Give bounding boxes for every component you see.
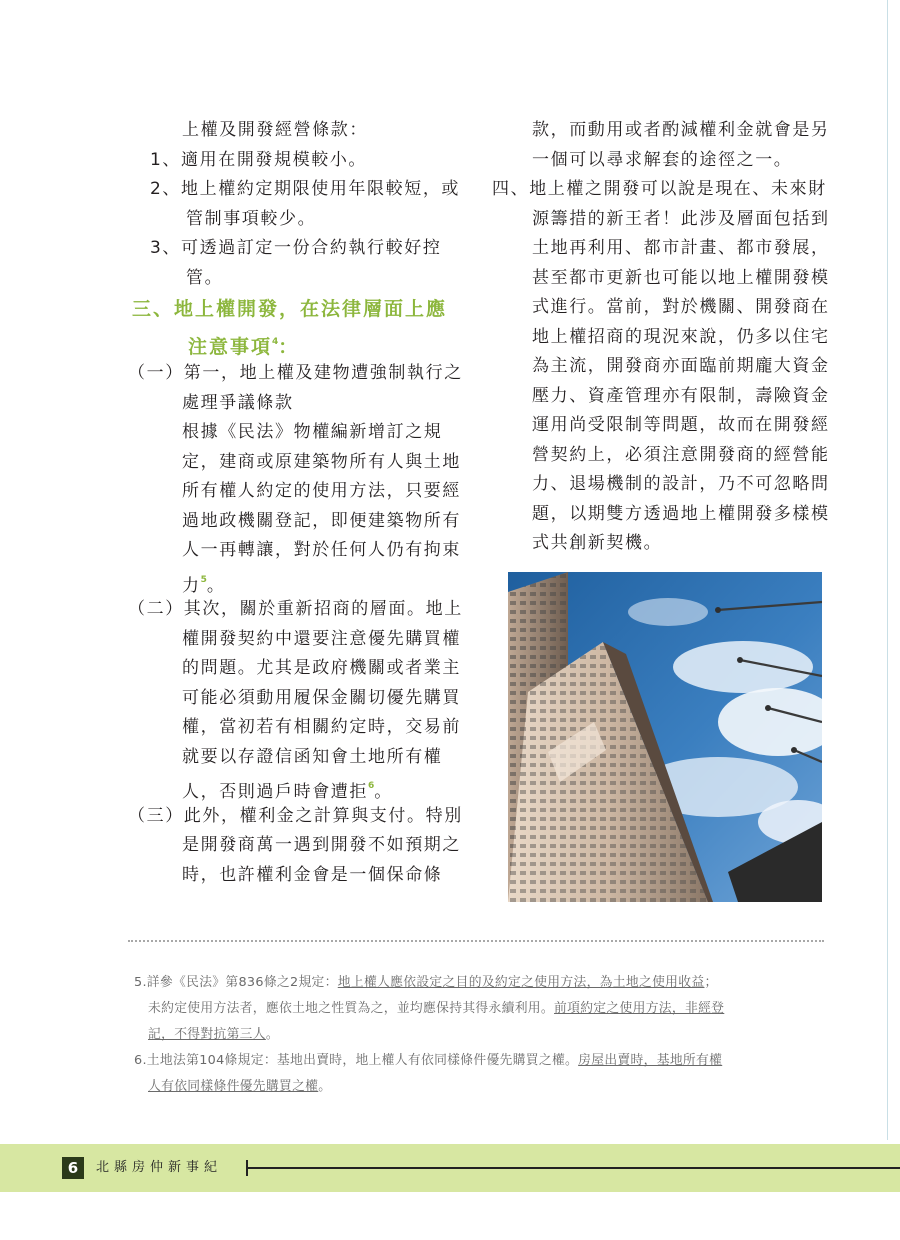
- list-item: 1、適用在開發規模較小。: [150, 149, 368, 170]
- text-line: 可能必須動用履保金關切優先購買: [182, 687, 461, 708]
- text-fragment: 力: [182, 575, 201, 596]
- footnote-text: 未約定使用方法者，應依土地之性質為之，並均應保持其得永續利用。: [148, 1001, 555, 1016]
- footnote-quote: 房屋出賣時，基地所有權: [578, 1053, 723, 1068]
- footnote-ref: 5: [200, 574, 207, 585]
- office-tower-photo: [508, 572, 822, 902]
- footnote-text: 5.詳參《民法》第836條之2規定：: [134, 975, 338, 990]
- text-line: 式共創新契機。: [532, 533, 663, 553]
- footnote-ref: 6: [368, 781, 375, 791]
- text-fragment: 人，否則過戶時會遭拒: [182, 782, 368, 802]
- text-line: 權開發契約中還要注意優先購買權: [182, 628, 461, 649]
- text-line: 款，而動用或者酌減權利金就會是另: [532, 120, 830, 140]
- text-line: 處理爭議條款: [182, 392, 294, 413]
- text-line: 管制事項較少。: [186, 208, 317, 229]
- text-line: [132, 566, 462, 596]
- publication-title: 北縣房仲新事紀: [96, 1160, 223, 1175]
- paragraph-item-2: （二）其次，關於重新招商的層面。地上: [128, 599, 463, 619]
- text-line: 權，當初若有相關約定時，交易前: [182, 717, 461, 737]
- text-line: 人一再轉讓，對於任何人仍有拘束: [182, 540, 461, 560]
- text-fragment: 。: [374, 782, 393, 802]
- footer-rule: [246, 1167, 900, 1169]
- footnote-quote: 地上權人應依設定之目的及約定之使用方法，為土地之使用收益: [337, 975, 705, 990]
- footnote-quote: 前項約定之使用方法，非經登: [554, 1001, 725, 1016]
- text-line: 所有權人約定的使用方法，只要經: [182, 481, 461, 501]
- text-line: 上權及開發經營條款：: [182, 120, 368, 140]
- text-line: 式進行。當前，對於機關、開發商在: [532, 297, 830, 317]
- text-line: 就要以存證信函知會土地所有權: [182, 746, 443, 767]
- footnote-text: 。: [265, 1027, 279, 1042]
- footnote-divider: [128, 940, 824, 942]
- text-line: 是開發商萬一遇到開發不如預期之: [182, 835, 461, 855]
- text-line: 地上權招商的現況來說，仍多以住宅: [532, 326, 830, 347]
- text-line: 壓力、資產管理亦有限制，壽險資金: [532, 385, 830, 406]
- page-number: 6: [62, 1157, 84, 1179]
- footnote-ref: 4: [272, 337, 279, 347]
- footnote-5-cont: [134, 996, 824, 1022]
- footnotes: [134, 970, 824, 1100]
- right-column: [492, 116, 832, 559]
- heading-text: 注意事項: [188, 336, 273, 358]
- text-line: 力、退場機制的設計，乃不可忽略問: [532, 474, 830, 494]
- footnote-text: 6.土地法第104條規定：基地出賣時，地上權人有依同樣條件優先購買之權。: [134, 1053, 579, 1068]
- text-line: 為主流，開發商亦面臨前期龐大資金: [532, 356, 830, 376]
- paragraph-item-3: （三）此外，權利金之計算與支付。特別: [128, 805, 463, 826]
- text-line: 一個可以尋求解套的途徑之一。: [532, 149, 793, 170]
- footnote-5-cont: [134, 1022, 824, 1048]
- text-line: 甚至都市更新也可能以地上權開發模: [532, 267, 830, 288]
- paragraph-item-1: （一）第一，地上權及建物遭強制執行之: [128, 363, 463, 383]
- paragraph-item-4: 四、地上權之開發可以說是現在、未來財: [492, 179, 827, 199]
- text-line: 根據《民法》物權編新增訂之規: [182, 422, 443, 442]
- footnote-quote: 人有依同樣條件優先購買之權: [148, 1079, 319, 1094]
- text-line: 源籌措的新王者！此涉及層面包括到: [532, 208, 830, 229]
- text-line: 運用尚受限制等問題，故而在開發經: [532, 415, 830, 435]
- text-line: 管。: [186, 267, 224, 288]
- text-fragment: 。: [206, 575, 226, 596]
- footnote-text: ；: [704, 975, 718, 990]
- footnote-6-cont: [134, 1074, 824, 1100]
- footnote-6: [134, 1048, 824, 1074]
- text-line: 過地政機關登記，即便建築物所有: [182, 510, 461, 531]
- section-heading: 三、地上權開發，在法律層面上應: [132, 298, 448, 320]
- text-line: 時，也許權利金會是一個保命條: [182, 864, 443, 885]
- text-line: [132, 772, 462, 802]
- left-column: [128, 116, 463, 890]
- heading-colon: ：: [278, 336, 300, 358]
- page-edge-rule: [887, 0, 888, 1140]
- text-line: 土地再利用、都市計畫、都市發展，: [532, 238, 830, 258]
- text-line: 定，建商或原建築物所有人與土地: [182, 451, 461, 472]
- section-heading-cont: [132, 326, 462, 359]
- footnote-quote: 記，不得對抗第三人: [148, 1027, 266, 1042]
- text-line: 的問題。尤其是政府機關或者業主: [182, 658, 461, 678]
- footnote-text: 。: [318, 1079, 332, 1094]
- text-line: 營契約上，必須注意開發商的經營能: [532, 444, 830, 465]
- footnote-5: [134, 970, 824, 996]
- list-item: 2、地上權約定期限使用年限較短，或: [150, 179, 461, 199]
- list-item: 3、可透過訂定一份合約執行較好控: [150, 238, 442, 258]
- text-line: 題，以期雙方透過地上權開發多樣模: [532, 503, 830, 524]
